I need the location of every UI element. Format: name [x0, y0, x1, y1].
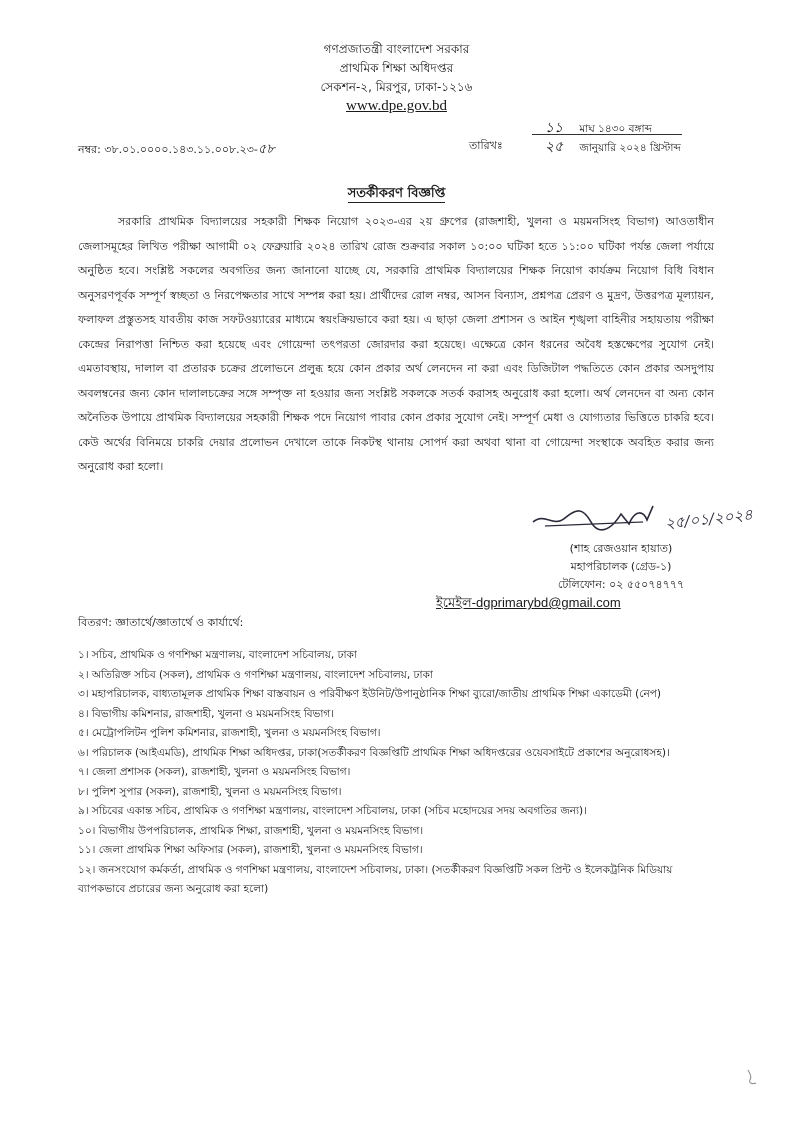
english-date-rest: জানুয়ারি ২০২৪ খ্রিস্টাব্দ — [579, 142, 681, 154]
signature-date: ২৫/০১/২০২৪ — [664, 505, 754, 533]
list-item: ৯। সচিবের একান্ত সচিব, প্রাথমিক ও গণশিক্ষা মন্ত্রণালয়, বাংলাদেশ সচিবালয়, ঢাকা (সচিব মহোদয়ের সদয় অবগতির জন্য)। — [78, 805, 587, 817]
bangla-date-day: ১১ — [544, 120, 564, 136]
list-item: ২। অতিরিক্ত সচিব (সকল), প্রাথমিক ও গণশিক্ষা মন্ত্রণালয়, বাংলাদেশ সচিবালয়, ঢাকা — [78, 668, 433, 681]
notice-title — [0, 184, 793, 205]
distribution-title: বিতরণ: জ্ঞাতার্থে/জ্ঞাতার্থে ও কার্যার্থে: — [78, 616, 244, 629]
list-item: ১১। জেলা প্রাথমিক শিক্ষা অফিসার (সকল), রাজশাহী, খুলনা ও ময়মনসিংহ বিভাগ। — [78, 844, 423, 856]
english-date-day: ২৫ — [544, 139, 564, 155]
department-name: প্রাথমিক শিক্ষা অধিদপ্তর — [339, 61, 454, 75]
govt-name: গণপ্রজাতন্ত্রী বাংলাদেশ সরকার — [323, 42, 470, 56]
list-item: ৬। পরিচালক (আইএমডি), প্রাথমিক শিক্ষা অধিদপ্তর, ঢাকা(সতর্কীকরণ বিজ্ঞপ্তিটি প্রাথমিক শিক্ষা অধিদপ্তরের ওয়েবসাইটে প্রকাশের অনুরোধসহ)। — [78, 746, 670, 759]
date-block — [532, 116, 712, 153]
memo-number-prefix: নম্বর: ৩৮.০১.০০০০.১৪৩.১১.০০৮.২৩- — [78, 143, 258, 156]
list-item: ৫। মেট্রোপলিটন পুলিশ কমিশনার, রাজশাহী, খুলনা ও ময়মনসিংহ বিভাগ। — [78, 727, 381, 739]
english-date — [532, 135, 712, 153]
notice-body: সরকারি প্রাথমিক বিদ্যালয়ের সহকারী শিক্ষক নিয়োগ ২০২৩-এর ২য় গ্রুপের (রাজশাহী, খুলনা ও ময়মনসিংহ বিভাগ) আওতাধীন জেলাসমূহের লিখিত পরীক্ষা আগামী ০২ ফেব্রুয়ারি ২০২৪ তারিখ রোজ শুক্রবার সকাল ১০:০০ ঘটিকা হতে ১১:০০ ঘটিকা পর্যন্ত জেলা পর্যায়ে অনুষ্ঠিত হবে। সংশ্লিষ্ট সকলের অবগতির জন্য জানানো যাচ্ছে যে, সরকারি প্রাথমিক বিদ্যালয়ের শিক্ষক নিয়োগ কার্যক্রম নিয়োগ বিধি বিধান অনুসরণপূর্বক সম্পূর্ণ স্বচ্ছতা ও নিরপেক্ষতার সাথে সম্পন্ন করা হয়। প্রার্থীদের রোল নম্বর, আসন বিন্যাস, প্রশ্নপত্র প্রেরণ ও মুদ্রণ, উত্তরপত্র মূল্যায়ন, ফলাফল প্রস্তুতসহ যাবতীয় কাজ সফটওয়্যারের মাধ্যমে স্বয়ংক্রিয়ভাবে করা হয়। এ ছাড়া জেলা প্রশাসন ও আইন শৃঙ্খলা বাহিনীর সহায়তায় পরীক্ষা কেন্দ্রের নিরাপত্তা নিশ্চিত করা হয়েছে এবং গোয়েন্দা তৎপরতা জোরদার করা হয়েছে। এক্ষেত্রে কোন ধরনের অবৈধ হস্তক্ষেপের সুযোগ নেই। এমতাবস্থায়, দালাল বা প্রতারক চক্রের প্রলোভনে প্রলুব্ধ হয়ে কোন প্রকার অর্থ লেনদেন না করা এবং ডিজিটাল পদ্ধতিতে কোন প্রকার অসদুপায় অবলম্বনের জন্য কোন দালালচক্রের সঙ্গে সম্পৃক্ত না হওয়ার জন্য সংশ্লিষ্ট সকলকে সতর্ক করাসহ অনুরোধ করা হলো। অর্থ লেনদেন বা অন্য কোন অনৈতিক উপায়ে প্রাথমিক বিদ্যালয়ের সহকারী শিক্ষক পদে নিয়োগ পাবার কোন প্রকার সুযোগ নেই। সম্পূর্ণ মেধা ও যোগ্যতার ভিত্তিতে চাকরি হবে। কেউ অর্থের বিনিময়ে চাকরি দেয়ার প্রলোভন দেখালে তাকে নিকটস্থ থানায় সোপর্দ করা অথবা থানা বা গোয়েন্দা সংস্থাকে অবহিত করার জন্য অনুরোধ করা হলো। — [78, 215, 714, 473]
letterhead — [0, 40, 793, 116]
signatory-phone: টেলিফোন: ০২ ৫৫০৭৪৭৭৭ — [557, 578, 685, 591]
signatory-name: (শাহ রেজওয়ান হায়াত) — [569, 542, 673, 555]
signature-area — [525, 500, 785, 540]
office-address: সেকশন-২, মিরপুর, ঢাকা-১২১৬ — [320, 80, 473, 94]
signatory-block — [436, 540, 736, 612]
memo-number — [78, 140, 275, 161]
list-item: ১। সচিব, প্রাথমিক ও গণশিক্ষা মন্ত্রণালয়, বাংলাদেশ সচিবালয়, ঢাকা — [78, 649, 357, 661]
distribution-list — [78, 646, 718, 900]
memo-number-handwritten: ৫৮ — [257, 142, 275, 157]
notice-title-text: সতর্কীকরণ বিজ্ঞপ্তি — [347, 186, 446, 201]
date-label: তারিখঃ — [469, 139, 503, 152]
signatory-email[interactable]: ইমেইল-dgprimarybd@gmail.com — [436, 595, 621, 610]
list-item: ১০। বিভাগীয় উপপরিচালক, প্রাথমিক শিক্ষা, রাজশাহী, খুলনা ও ময়মনসিংহ বিভাগ। — [78, 824, 424, 837]
list-item: ৭। জেলা প্রশাসক (সকল), রাজশাহী, খুলনা ও ময়মনসিংহ বিভাগ। — [78, 766, 351, 778]
website-link[interactable]: www.dpe.gov.bd — [346, 98, 447, 114]
bangla-date — [532, 116, 682, 135]
signatory-designation: মহাপরিচালক (গ্রেড-১) — [570, 560, 672, 573]
bangla-date-rest: মাঘ ১৪৩০ বঙ্গাব্দ — [579, 123, 652, 135]
scan-mark-icon — [744, 1068, 762, 1086]
list-item: ৪। বিভাগীয় কমিশনার, রাজশাহী, খুলনা ও ময়মনসিংহ বিভাগ। — [78, 707, 335, 720]
list-item: ৮। পুলিশ সুপার (সকল), রাজশাহী, খুলনা ও ময়মনসিংহ বিভাগ। — [78, 785, 342, 798]
list-item: ৩। মহাপরিচালক, বাধ্যতামূলক প্রাথমিক শিক্ষা বাস্তবায়ন ও পরিবীক্ষণ ইউনিট/উপানুষ্ঠানিক শিক্ষা ব্যুরো/জাতীয় প্রাথমিক শিক্ষা একাডেমী (নেপ) — [78, 688, 661, 700]
list-item: ১২। জনসংযোগ কর্মকর্তা, প্রাথমিক ও গণশিক্ষা মন্ত্রণালয়, বাংলাদেশ সচিবালয়, ঢাকা। (সতর্কীকরণ বিজ্ঞপ্তিটি সকল প্রিন্ট ও ইলেকট্রনিক মিডিয়ায় ব্যাপকভাবে প্রচারের জন্য অনুরোধ করা হলো) — [78, 863, 673, 895]
